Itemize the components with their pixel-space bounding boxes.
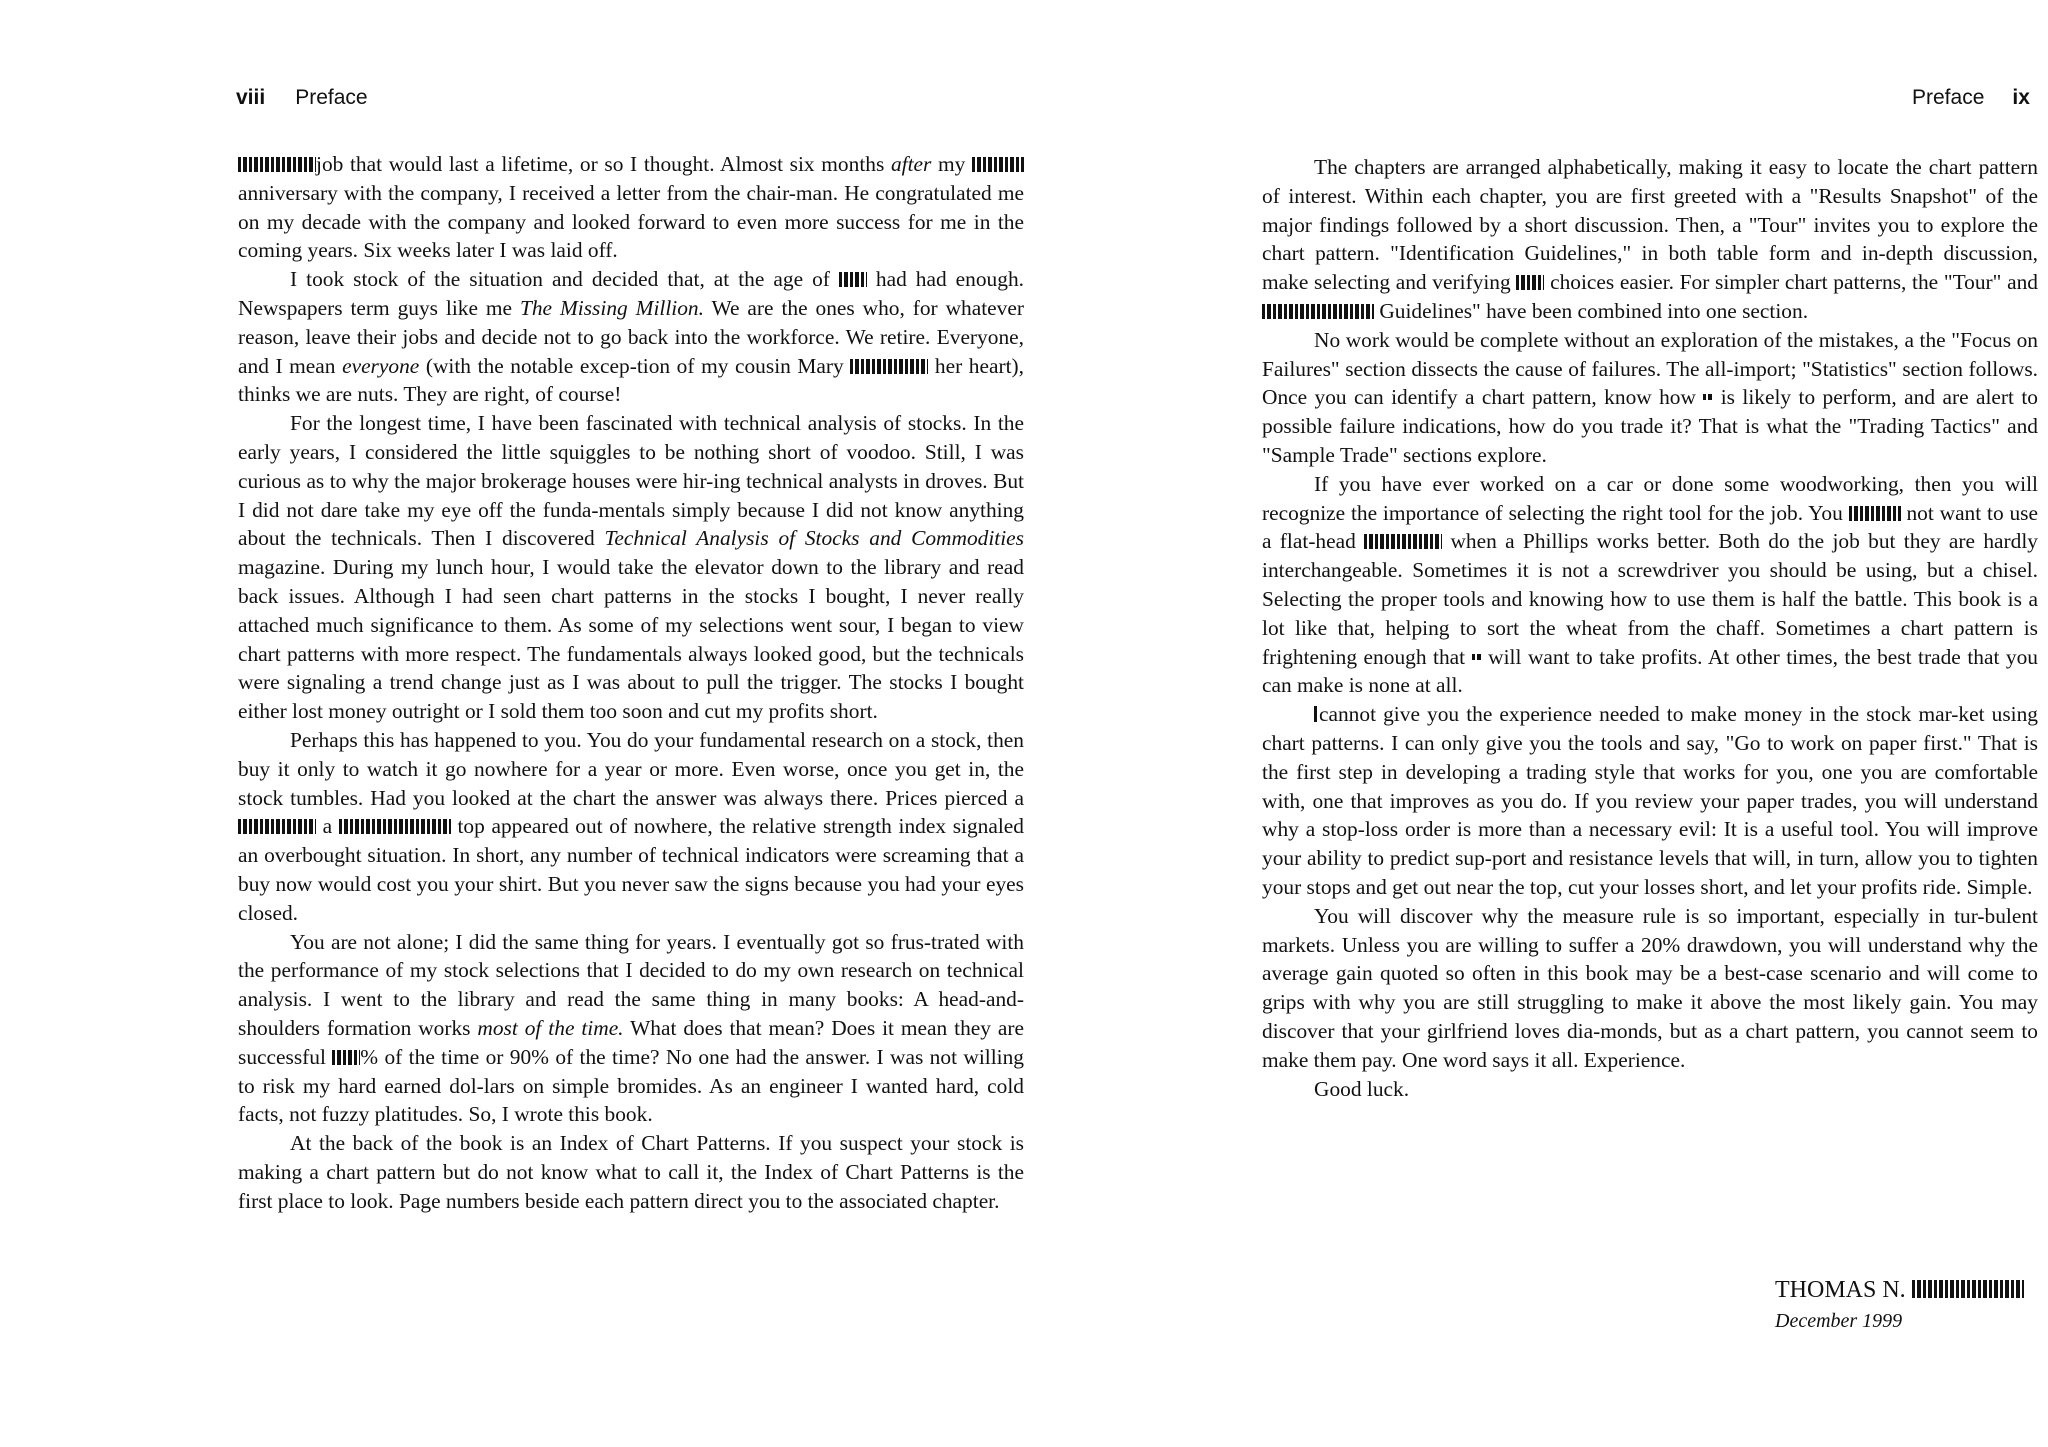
right-page-number: ix: [2012, 86, 2030, 109]
illegible-text-mark: [238, 819, 316, 834]
left-running-title: Preface: [295, 86, 368, 109]
signature-date: December 1999: [1775, 1310, 1903, 1332]
right-paragraph-6: Good luck.: [1314, 1076, 1410, 1101]
left-page-number: viii: [236, 86, 266, 109]
illegible-text-mark: [1912, 1280, 2024, 1298]
right-paragraph-1: The chapters are arranged alphabetically, making it easy to locate the chart pattern of interest. Within each chapter, you are first greeted with a "Results Snapshot" of the major findings followed by a short discussion. Then, a "Tour" invites you to explore the chart pattern. "Identification Guidelines," in both table form and in-depth discussion, make selecting and verifying choices easier. For simpler chart patterns, the "Tour" and Guidelines" have been combined into one section.: [1262, 155, 2038, 323]
illegible-text-mark: [1262, 304, 1374, 319]
illegible-text-mark: [332, 1050, 360, 1065]
illegible-text-mark: [1849, 506, 1901, 521]
illegible-text-mark: [339, 819, 451, 834]
illegible-text-mark: [1516, 275, 1544, 290]
left-paragraph-1: job that would last a lifetime, or so I thought. Almost six months after my anniversary with the company, I received a letter from the chair-man. He congratulated me on my decade with the company and looked forward to even more success for me in the coming years. Six weeks later I was laid off.: [238, 152, 1024, 263]
author-signature: [1775, 1277, 2024, 1304]
left-paragraph-5: You are not alone; I did the same thing for years. I eventually got so frus-trated with the performance of my stock selections that I decided to do my own research on technical analysis. I went to the library and read the same thing in many books: A head-and-shoulders formation works most of the time. What does that mean? Does it mean they are successful % of the time or 90% of the time? No one had the answer. I was not willing to risk my hard earned dol-lars on simple bromides. As an engineer I wanted hard, cold facts, not fuzzy platitudes. So, I wrote this book.: [238, 929, 1025, 1127]
left-paragraph-6: At the back of the book is an Index of Chart Patterns. If you suspect your stock is making a chart pattern but do not know what to call it, the Index of Chart Patterns is the first place to look. Page numbers beside each pattern direct you to the associated chapter.: [238, 1131, 1024, 1213]
left-running-head: [236, 86, 368, 110]
right-paragraph-3: If you have ever worked on a car or done some woodworking, then you will recognize the importance of selecting the right tool for the job. You not want to use a flat-head when a Phillips works better. Both do the job but they are hardly interchangeable. Sometimes it is not a screwdriver you should be using, but a chisel. Selecting the proper tools and knowing how to use them is half the battle. This book is a lot like that, helping to sort the wheat from the chaff. Sometimes a chart pattern is frightening enough that will want to take profits. At other times, the best trade that you can make is none at all.: [1262, 471, 2038, 698]
left-body-text: [238, 150, 1024, 1215]
right-paragraph-2: No work would be complete without an exploration of the mistakes, a the "Focus on Failures" section dissects the cause of failures. The all-import; "Statistics" section follows. Once you can identify a chart pattern, know how is likely to perform, and are alert to possible failure indications, how do you trade it? That is what the "Trading Tactics" and "Sample Trade" sections explore.: [1262, 327, 2038, 467]
right-paragraph-5: You will discover why the measure rule is so important, especially in tur-bulent markets. Unless you are willing to suffer a 20% drawdown, you will understand why the average gain quoted so often in this book may be a best-case scenario and will come to grips with why you are still struggling to make it above the most likely gain. You may discover that your girlfriend loves dia-monds, but as a chart pattern, you cannot seem to make them pay. One word says it all. Experience.: [1262, 903, 2038, 1072]
illegible-text-mark: [1703, 394, 1713, 400]
left-paragraph-2: I took stock of the situation and decided that, at the age of had had enough. Newspapers term guys like me The Missing Million. We are the ones who, for whatever reason, leave their jobs and decide not to go back into the workforce. We retire. Everyone, and I mean everyone (with the notable excep-tion of my cousin Mary her heart), thinks we are nuts. They are right, of course!: [238, 267, 1025, 407]
right-running-head: [1912, 86, 2048, 110]
author-name: THOMAS N.: [1775, 1277, 1906, 1303]
right-running-title: Preface: [1912, 86, 1985, 109]
illegible-text-mark: [972, 157, 1024, 172]
illegible-text-mark: [850, 359, 928, 374]
illegible-text-mark: [1364, 534, 1442, 549]
left-paragraph-4: Perhaps this has happened to you. You do your fundamental research on a stock, then buy it only to watch it go nowhere for a year or more. Even worse, once you get in, the stock tumbles. Had you looked at the chart the answer was always there. Prices pierced a a top appeared out of nowhere, the relative strength index signaled an overbought situation. In short, any number of technical indicators were screaming that a buy now would cost you your shirt. But you never saw the signs because you had your eyes closed.: [238, 727, 1024, 925]
right-paragraph-4: cannot give you the experience needed to make money in the stock mar-ket using chart patterns. I can only give you the tools and say, "Go to work on paper first." That is the first step in developing a trading style that works for you, one you are comfortable with, one that improves as you do. If you review your paper trades, you will understand why a stop-loss order is more than a necessary evil: It is a useful tool. You will improve your ability to predict sup-port and resistance levels that will, in turn, allow you to tighten your stops and get out near the top, cut your losses short, and let your profits ride. Simple.: [1262, 702, 2038, 899]
left-paragraph-3: For the longest time, I have been fascinated with technical analysis of stocks. In the early years, I considered the little squiggles to be nothing short of voodoo. Still, I was curious as to why the major brokerage houses were hir-ing technical analysts in droves. But I did not dare take my eye off the funda-mentals simply because I did not know anything about the technicals. Then I discovered Technical Analysis of Stocks and Commodities magazine. During my lunch hour, I would take the elevator down to the library and read back issues. Although I had seen chart patterns in the stocks I bought, I never really attached much significance to them. As some of my selections went sour, I began to view chart patterns with more respect. The fundamentals always looked good, but the technicals were signaling a trend change just as I was about to pull the trigger. The stocks I bought either lost money outright or I sold them too soon and cut my profits short.: [238, 411, 1024, 724]
illegible-text-mark: [1472, 654, 1482, 660]
illegible-text-mark: [839, 272, 867, 287]
illegible-text-mark: [238, 157, 316, 172]
right-body-text: [1262, 153, 2038, 1103]
